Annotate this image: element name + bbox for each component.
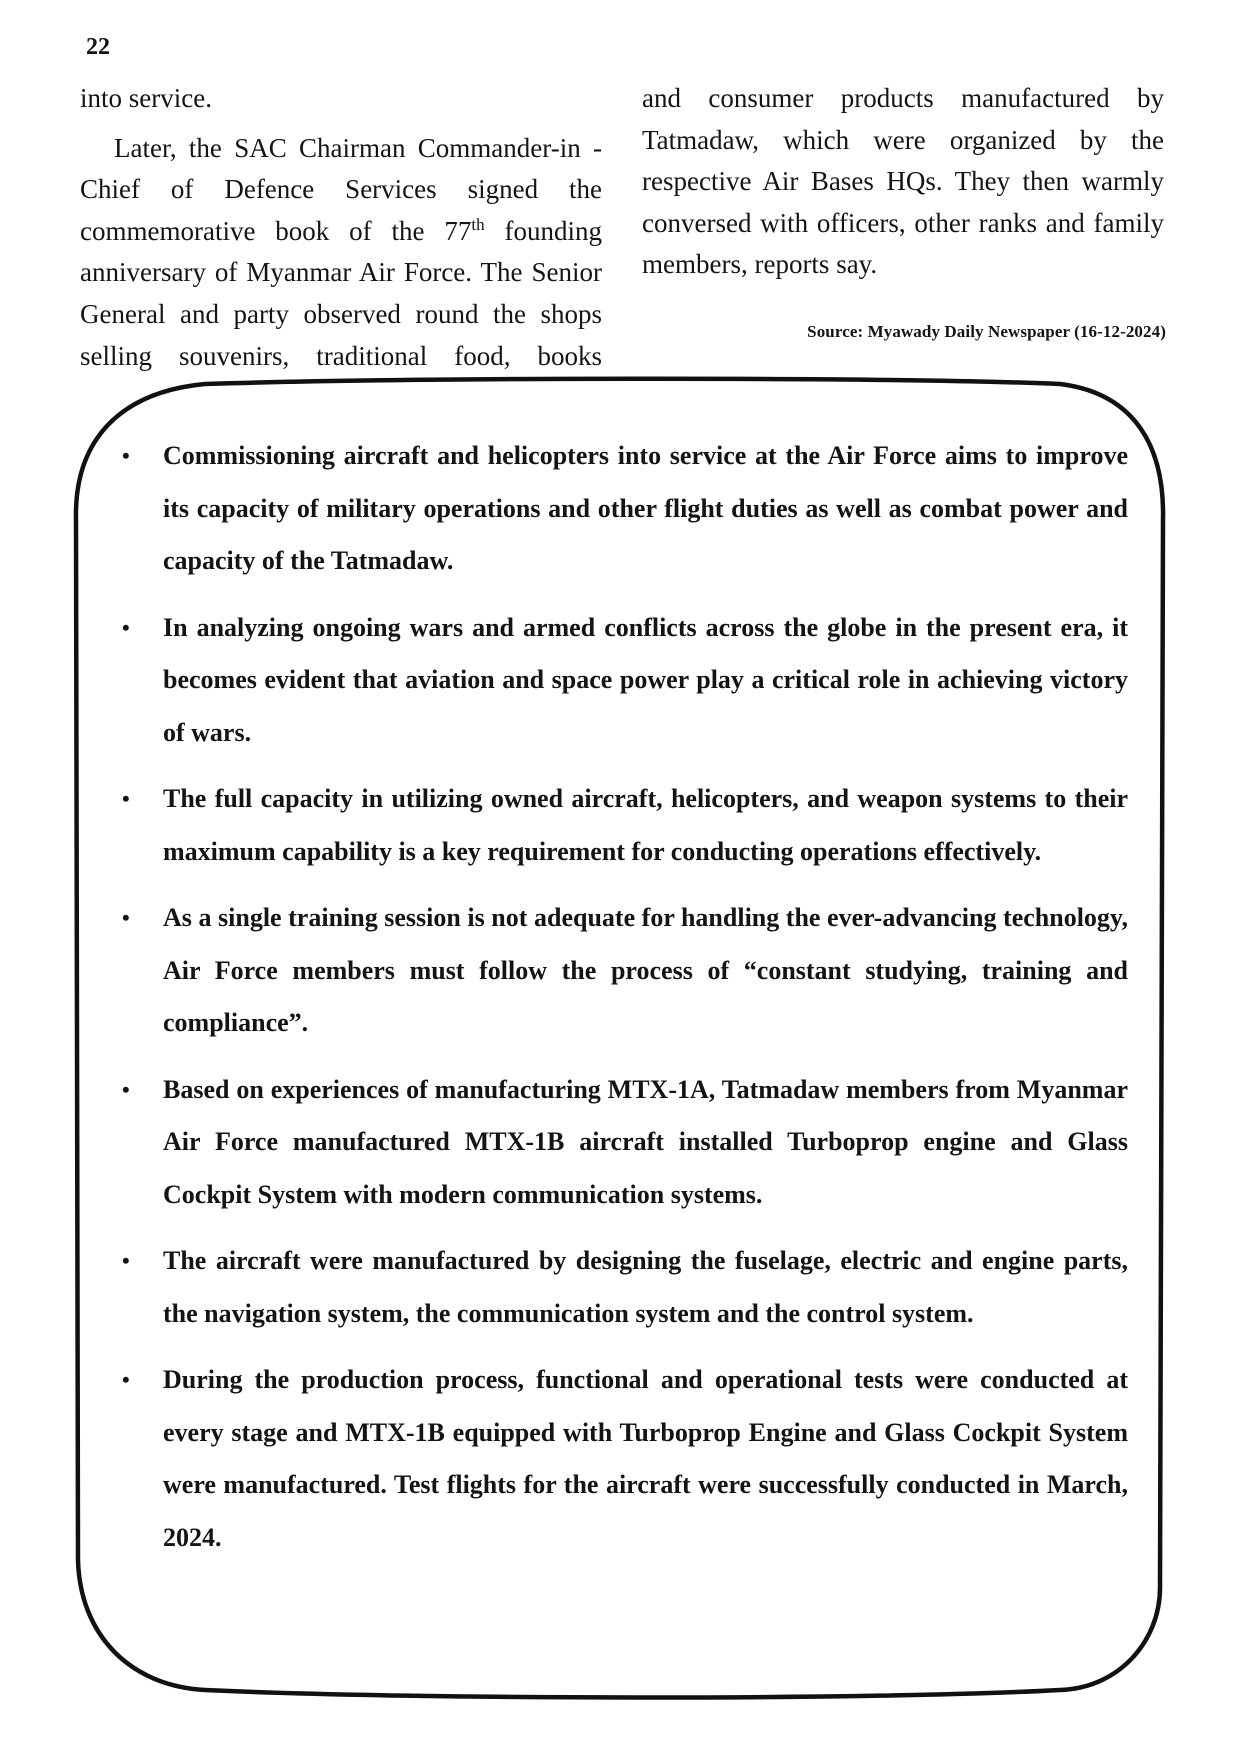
highlight-text: Commissioning aircraft and helicopters into service at the Air Force aims to improve its capacity of military operations and other flight duties as well as combat power and capacity of the Tatmadaw.	[163, 441, 1128, 575]
highlight-text: Based on experiences of manufacturing MTX-1A, Tatmadaw members from Myanmar Air Force manufactured MTX-1B aircraft installed Turboprop engine and Glass Cockpit System with modern communication systems.	[163, 1074, 1128, 1209]
highlight-text: During the production process, functional and operational tests were conducted at every stage and MTX-1B equipped with Turboprop Engine and Glass Cockpit System were manufactured. Test flights for the aircraft were successfully conducted in March, 2024.	[163, 1365, 1128, 1552]
highlight-text: In analyzing ongoing wars and armed conflicts across the globe in the present era, it becomes evident that aviation and space power play a critical role in achieving victory of wars.	[163, 612, 1128, 747]
paragraph-text: founding anniversary of Myanmar Air Force. The Senior General and party observed round the shops selling souvenirs, traditional food, books	[80, 215, 602, 371]
highlight-list	[120, 430, 1128, 1578]
bullet-icon: •	[122, 614, 130, 640]
highlight-item	[120, 1235, 1128, 1340]
bullet-icon: •	[122, 443, 130, 468]
highlight-text: The aircraft were manufactured by designing the fuselage, electric and engine parts, the navigation system, the communication system and the control system.	[163, 1246, 1128, 1328]
article-paragraph: into service.	[80, 83, 212, 113]
highlight-item	[120, 1354, 1128, 1564]
highlight-item	[120, 602, 1128, 760]
bullet-icon: •	[122, 786, 130, 811]
highlight-text: As a single training session is not adequate for handling the ever-advancing technology, Air Force members must follow the process of “constant studying, training and compliance”.	[163, 903, 1128, 1037]
highlight-text: The full capacity in utilizing owned aircraft, helicopters, and weapon systems to their maximum capability is a key requirement for conducting operations effectively.	[163, 784, 1128, 866]
ordinal-superscript: th	[471, 214, 485, 234]
highlight-item	[120, 773, 1128, 878]
highlight-item	[120, 892, 1128, 1050]
highlight-item	[120, 430, 1128, 588]
bullet-icon: •	[122, 905, 130, 930]
page-number: 22	[86, 34, 110, 60]
source-citation: Source: Myawady Daily Newspaper (16-12-2024)	[807, 322, 1166, 341]
bullet-icon: •	[122, 1076, 130, 1102]
highlight-item	[120, 1064, 1128, 1222]
bullet-icon: •	[122, 1367, 130, 1392]
article-paragraph: and consumer products manufactured by Tatmadaw, which were organized by the respective Air Bases HQs. They then warmly conversed with officers, other ranks and family members, reports say.	[642, 83, 1164, 280]
bullet-icon: •	[122, 1248, 130, 1273]
paragraph-text: Later, the SAC Chairman Commander-in -Chief of Defence Services signed the commemorative book of the 77	[80, 132, 602, 246]
